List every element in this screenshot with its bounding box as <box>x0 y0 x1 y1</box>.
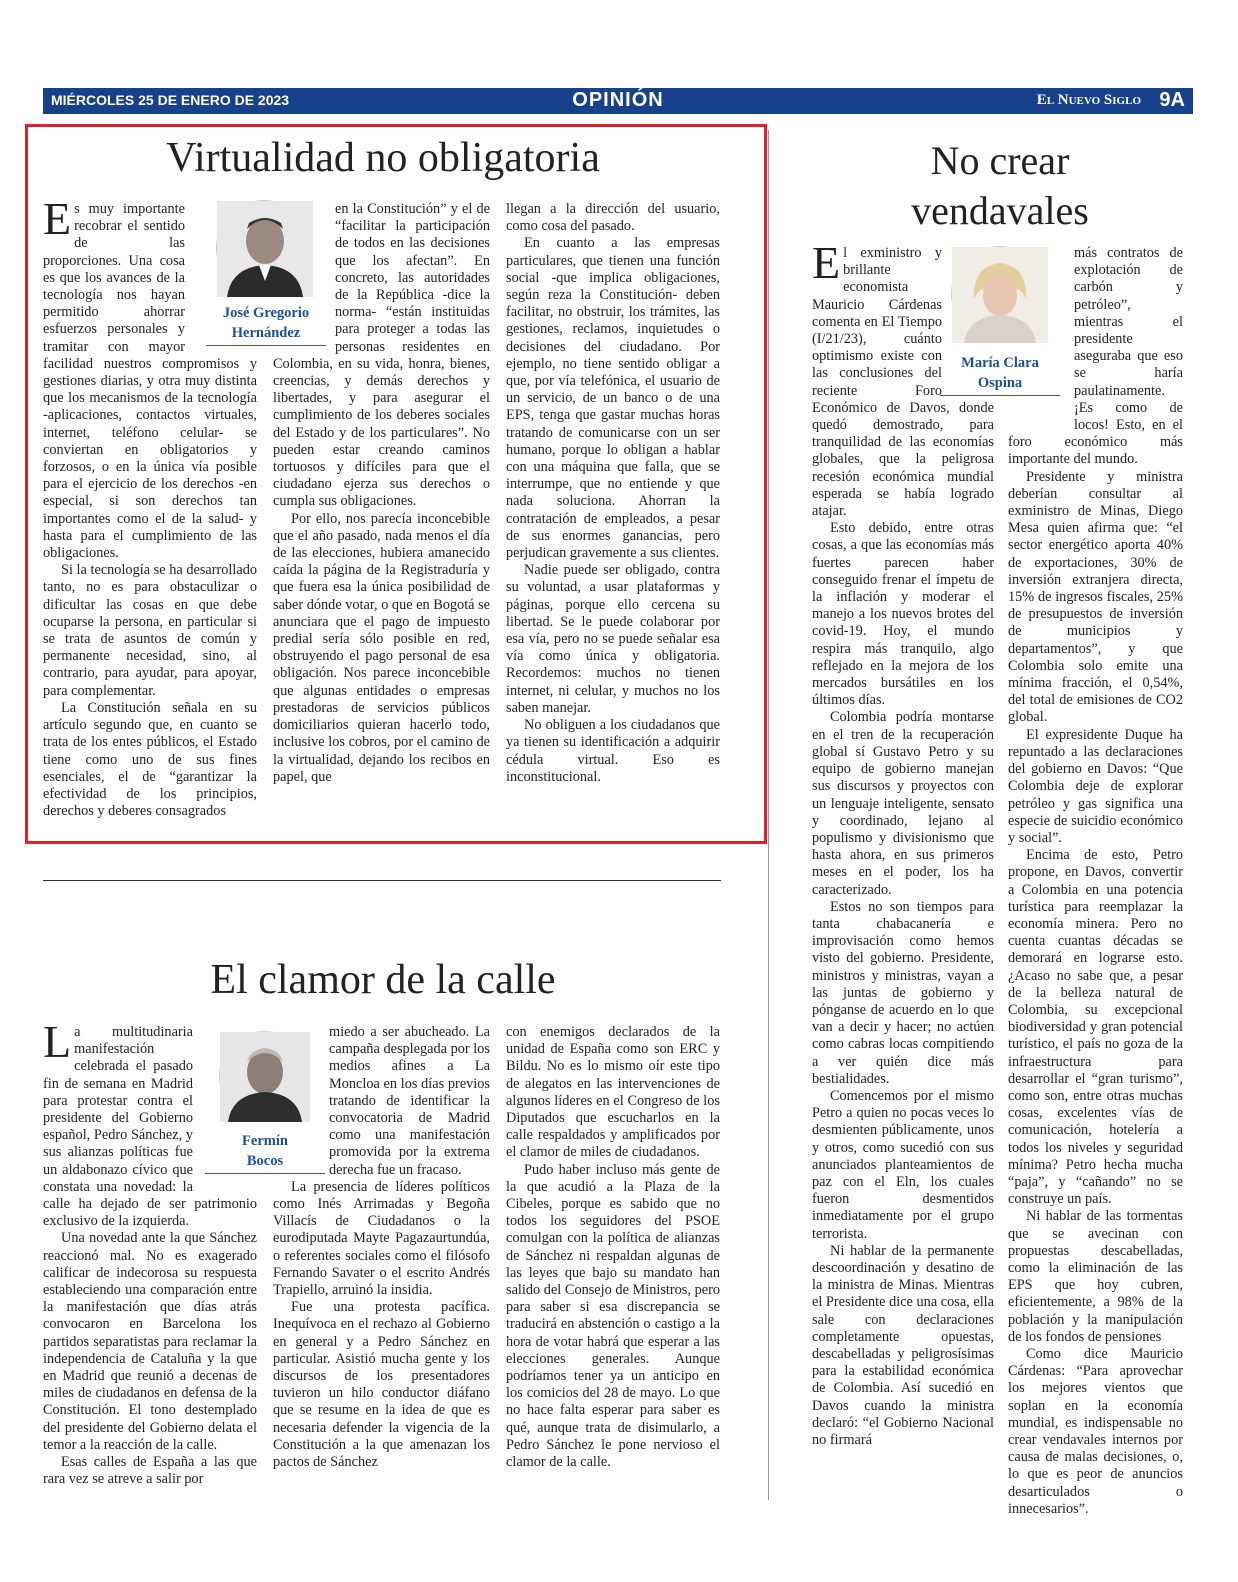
article3-paragraph: Colombia podría montarse en el tren de la recuperación global sí Gustavo Petro y su equipo de gobierno manejan sus discursos y proyectos con un lenguaje inteligente, sensato y coordinado, lejano al populismo y divisionismo que hasta ahora, en sus primeros meses en el poder, los ha caracterizado. <box>812 709 994 898</box>
article3-paragraph: l exministro y brillante economista Mauricio Cárdenas comenta en El Tiempo (I/21/23), cuánto optimismo existe con las conclusiones del reciente Foro Económico de Davos, donde quedó demostrado, para tranquilidad de las economías globales, que la peligrosa recesión económica mundial esperada se había logrado atajar. <box>812 245 994 520</box>
article3-paragraph: más contratos de explotación de carbón y petróleo”, mientras el presidente aseguraba que eso se haría paulatinamente. ¡Es como de locos! Esto, en el foro económico más importante del mundo. <box>1008 245 1183 468</box>
article2-paragraph: con enemigos declarados de la unidad de España como son ERC y Bildu. No es lo mismo oír este tipo de alegatos en las intervenciones de algunos líderes en el Congreso de los Diputados que escucharlos en la calle respaldados y amplificados por el clamor de miles de ciudadanos. <box>506 1024 720 1161</box>
article1-paragraph: llegan a la dirección del usuario, como cosa del pasado. <box>506 201 720 235</box>
page-header <box>43 88 1193 114</box>
article3-paragraph: Estos no son tiempos para tanta chabacanería e improvisación como hemos visto del gobierno. Presidente, ministros y ministras, vayan a las juntas de gobierno y pónganse de acuerdo en lo que van a decir y hacer; no actúen como cabras locas compitiendo a ver quién dice más bestialidades. <box>812 898 994 1087</box>
article2-paragraph: a multitudinaria manifestación celebrada el pasado fin de semana en Madrid para protestar contra el presidente del Gobierno español, Pedro Sánchez, y sus alianzas políticas fue un aldabonazo cívico que constata una novedad: la calle ha dejado de ser patrimonio exclusivo de la izquierda. <box>43 1024 257 1230</box>
article3-paragraph: Comencemos por el mismo Petro a quien no pocas veces lo desmienten públicamente, unos y otros, como sucedió con sus anunciados planteamientos de paz con el Eln, los cuales fueron desmentidos inmediatamente por el grupo terrorista. <box>812 1087 994 1242</box>
article2-title: El clamor de la calle <box>210 957 556 1003</box>
article2-paragraph: Pudo haber incluso más gente de la que acudió a la Plaza de la Cibeles, porque es sabido que no todos los seguidores del PSOE comulgan con la política de alianzas de Sánchez ni respaldan algunas de las leyes que bajo su mandato han salido del Consejo de Ministros, pero para saber si esa discrepancia se traducirá en abstención o castigo a la hora de votar habrá que esperar a las elecciones generales. Aunque podríamos tener ya un anticipo en los comicios del 28 de mayo. Lo que no hace falta esperar para saber es qué, aunque trata de disimularlo, a Pedro Sánchez le pone nervioso el clamor de la calle. <box>506 1161 720 1471</box>
article3-author-first: María Clara <box>961 355 1039 371</box>
article3-paragraph: Esto debido, entre otras cosas, a que las economías más fuertes parecen haber conseguido frenar el ímpetu de la inflación y moderar el manejo a los nuevos brotes del covid-19. Hoy, el mundo respira más tranquilo, algo reflejado en la mejora de los mercados bursátiles en los últimos días. <box>812 520 994 709</box>
article2-author-first: Fermín <box>242 1133 288 1149</box>
article3-title <box>812 136 1188 236</box>
article1-paragraph: en la Constitución” y el de “facilitar la participación de todos en las decisiones que los afectan”. En concreto, las autoridades de la República -dice la norma- “están instituidas para proteger a todas las personas residentes en Colombia, en su vida, honra, bienes, creencias, y demás derechos y libertades, y para asegurar el cumplimiento de los deberes sociales del Estado y de los particulares”. No pueden estar creando caminos tortuosos y difíciles para que el ciudadano ejerza sus derechos o cumpla sus obligaciones. <box>273 201 490 510</box>
article1-dropcap: E <box>43 193 72 244</box>
article1-paragraph: En cuanto a las empresas particulares, que tienen una función social -que implica obligaciones, según reza la Constitución- deben facilitar, no obstruir, los trámites, las gestiones, reclamos, inquietudes o decisiones del ciudadano. Por ejemplo, no tiene sentido obligar a que, por vía telefónica, el usuario de un servicio, de un banco o de una EPS, tenga que gastar muchas horas tratando de comunicarse con un ser humano, porque lo obligan a hablar con una máquina que falla, que se interrumpe, que no entiende y que nada soluciona. Ahorran la contratación de empleados, a pesar de sus enormes ganancias, pero perjudican gravemente a sus clientes. <box>506 235 720 562</box>
article3-paragraph: Como dice Mauricio Cárdenas: “Para aprovechar los mejores vientos que soplan en la economía mundial, es indispensable no crear vendavales internos por causa de malas decisiones, o, lo que es peor de anuncios desarticulados o innecesarios”. <box>1008 1346 1183 1517</box>
header-paper-name: El Nuevo Siglo <box>1036 92 1141 108</box>
article-separator <box>43 880 721 881</box>
article2-paragraph: Esas calles de España a las que rara vez se atreve a salir por <box>43 1454 257 1488</box>
header-page-number: 9A <box>1159 89 1185 111</box>
article2-dropcap: L <box>43 1016 72 1067</box>
article3-dropcap: E <box>812 237 841 288</box>
article3-paragraph: Ni hablar de las tormentas que se avecinan con propuestas descabelladas, como la eliminación de las EPS que hoy cubren, eficientemente, a 98% de la población y la manipulación de los fondos de pensiones <box>1008 1208 1183 1345</box>
article2-paragraph: Fue una protesta pacífica. Inequívoca en el rechazo al Gobierno en general y a Pedro Sánchez en particular. Asistió mucha gente y los discursos de los presentadores tuvieron un hilo conductor diáfano que se resume en la idea de que es necesaria defender la vigencia de la Constitución a la que amenazan los pactos de Sánchez <box>273 1299 490 1471</box>
article1-author-last: Hernández <box>206 323 326 346</box>
article2-col2 <box>273 1024 490 1494</box>
article1-paragraph: s muy importante recobrar el sentido de las proporciones. Una cosa es que los avances de la tecnología nos hayan permitido ahorrar esfuerzos personales y tramitar con mayor facilidad nuestros compromisos y gestiones diarias, y otra muy distinta que los mecanismos de la tecnología -aplicaciones, contactos virtuales, internet, teléfono celular- se conviertan en obligatorios y forzosos, o en la única vía posible para el ejercicio de los derechos -en especial, si son derechos tan importantes como el de la salud- y hasta para el cumplimiento de las obligaciones. <box>43 201 257 562</box>
article1-author-first: José Gregorio <box>222 305 310 321</box>
article1-title: Virtualidad no obligatoria <box>166 135 600 181</box>
article1-paragraph: Si la tecnología se ha desarrollado tanto, no es para obstaculizar o dificultar las cosas en que debe ocuparse la persona, en particular si se trata de asuntos de común y permanente necesidad, sino, al contrario, para ayudar, para apoyar, para complementar. <box>43 562 257 699</box>
article3-title-line1: No crear <box>930 138 1070 183</box>
header-section: OPINIÓN <box>572 89 664 111</box>
article1-paragraph: La Constitución señala en su artículo segundo que, en cuanto se trata de los entes públicos, el Estado tiene como uno de sus fines esenciales, el de “garantizar la efectividad de los principios, derechos y deberes consagrados <box>43 699 257 820</box>
article2-col3 <box>506 1024 720 1494</box>
article1-col2 <box>273 201 490 811</box>
article3-author-last: Ospina <box>940 373 1060 396</box>
article3-paragraph: Presidente y ministra deberían consultar al exministro de Minas, Diego Mesa quien afirma que: “el sector energético aporta 40% de exportaciones, 30% de inversión extranjera directa, 15% de ingresos fiscales, 25% de presupuestos de inversión de municipios y departamentos”, y que Colombia solo emite una mínima fracción, el 0,54%, del total de emisiones de CO2 global. <box>1008 468 1183 726</box>
article3-title-line2: vendavales <box>911 188 1089 233</box>
article1-col3 <box>506 201 720 811</box>
article3-col1 <box>812 237 994 1500</box>
article3-paragraph: El expresidente Duque ha repuntado a las declaraciones del gobierno en Davos: “Que Colombia deje de explorar petróleo y gas significa una especie de suicidio económico y social”. <box>1008 726 1183 846</box>
column-divider <box>768 130 769 1500</box>
article2-paragraph: miedo a ser abucheado. La campaña desplegada por los medios afines a La Moncloa en los días previos tratando de identificar la convocatoria de Madrid como una manifestación promovida por la extrema derecha fue un fracaso. <box>329 1024 490 1178</box>
article2-paragraph: La presencia de líderes políticos como Inés Arrimadas y Begoña Villacís de Ciudadanos o la eurodiputada Mayte Pagazaurtundúa, o referentes sociales como el filósofo Fernando Savater o el escrito Andrés Trapiello, arruinó la insidia. <box>273 1178 490 1299</box>
article3-col2 <box>1008 245 1183 1517</box>
article1-paragraph: No obliguen a los ciudadanos que ya tienen su identificación a adquirir cédula virtual. Eso es inconstitucional. <box>506 717 720 785</box>
article3-paragraph: Encima de esto, Petro propone, en Davos, convertir a Colombia en una potencia turística para reemplazar la economía minera. Pero no cuenta cuantas décadas se demorará en lograrse esto. ¿Acaso no sabe que, a pesar de la belleza natural de Colombia, su excepcional biodiversidad y gran potencial turístico, el país no goza de la infraestructura para desarrollar el “gran turismo”, como son, entre otras muchas cosas, excelentes vías de comunicación, hotelería a todos los niveles y seguridad mínima? Petro hecha mucha “paja”, y “cañando” no se construye un país. <box>1008 847 1183 1208</box>
article1-paragraph: Nadie puede ser obligado, contra su voluntad, a usar plataformas y páginas, porque ello cercena su libertad. Se le puede colaborar por esa vía, pero no se puede señalar esa vía como única y obligatoria. Recordemos: muchos no tienen internet, ni celular, y muchos no los saben manejar. <box>506 562 720 716</box>
article1-col1 <box>43 193 257 820</box>
article1-paragraph: Por ello, nos parecía inconcebible que el año pasado, nada menos el día de las elecciones, hubiera amanecido caída la página de la Registraduría y que fuera esa la única posibilidad de saber dónde votar, o que en Bogotá se anunciara que el pago de impuesto predial sería sólo posible en red, obstruyendo el pago personal de esa obligación. Nos parece inconcebible que algunas entidades o empresas prestadoras de servicios públicos domiciliarios quieran hacerlo todo, inclusive los cobros, por el camino de la virtualidad, dejando los recibos en papel, que <box>273 510 490 785</box>
article2-paragraph: Una novedad ante la que Sánchez reaccionó mal. No es exagerado calificar de indecorosa su respuesta estableciendo una comparación entre la manifestación que días atrás convocaron en Barcelona los partidos separatistas para reclamar la independencia de Cataluña y la que en Madrid que reunió a decenas de miles de ciudadanos en defensa de la Constitución. El tono destemplado del presidente del Gobierno delata el temor a la reacción de la calle. <box>43 1230 257 1453</box>
article2-col1 <box>43 1016 257 1494</box>
header-date: MIÉRCOLES 25 DE ENERO DE 2023 <box>51 92 290 108</box>
article2-author-last: Bocos <box>205 1151 325 1174</box>
article3-paragraph: Ni hablar de la permanente descoordinación y desatino de la ministra de Minas. Mientras el Presidente dice una cosa, ella sale con declaraciones completamente opuestas, descabelladas y peligrosísimas para la estabilidad económica de Colombia. Así sucedió en Davos cuando la ministra declaró: “el Gobierno Nacional no firmará <box>812 1242 994 1449</box>
